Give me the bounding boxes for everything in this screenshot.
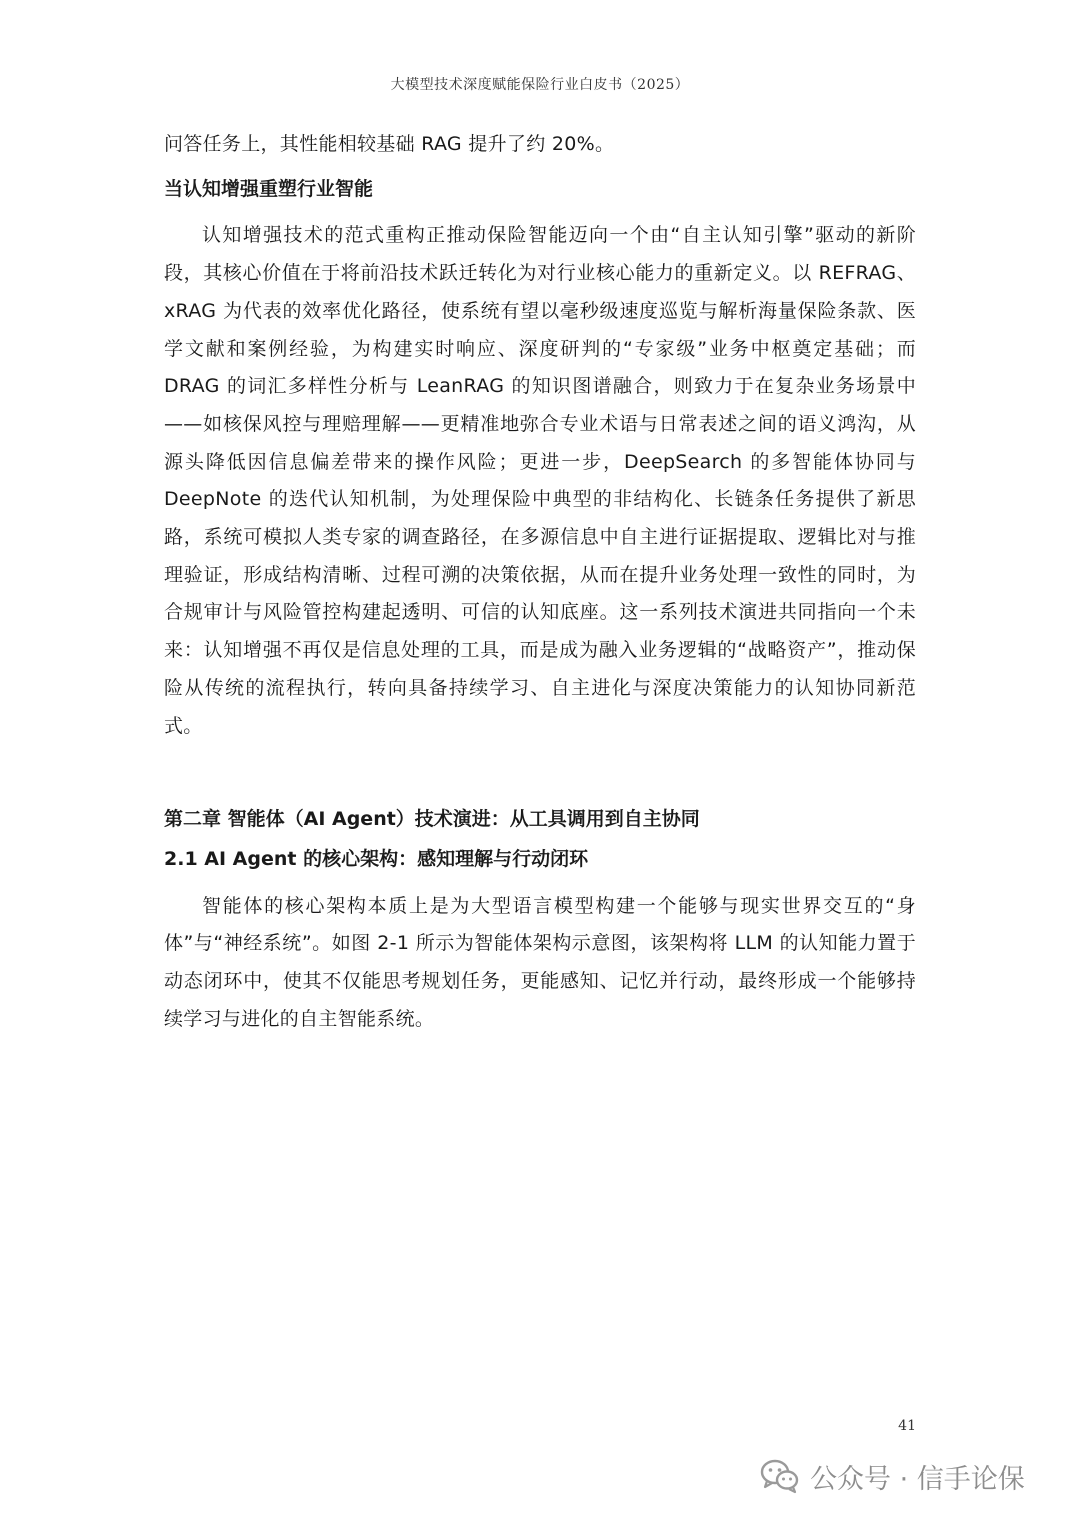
section-heading: 2.1 AI Agent 的核心架构：感知理解与行动闭环 bbox=[164, 847, 589, 870]
paragraph-cognitive: 认知增强技术的范式重构正推动保险智能迈向一个由“自主认知引擎”驱动的新阶段，其核心价值在于将前沿技术跃迁转化为对行业核心能力的重新定义。以 REFRAG、xRAG 为代表的效率优化路径，使系统有望以毫秒级速度巡览与解析海量保险条款、医学文献和案例经验，为构建实时响应、深度研判的“专家级”业务中枢奠定基础；而 DRAG 的词汇多样性分析与 LeanRAG 的知识图谱融合，则致力于在复杂业务场景中——如核保风控与理赔理解——更精准地弥合专业术语与日常表述之间的语义鸿沟，从源头降低因信息偏差带来的操作风险；更进一步，DeepSearch 的多智能体协同与 DeepNote 的迭代认知机制，为处理保险中典型的非结构化、长链条任务提供了新思路，系统可模拟人类专家的调查路径，在多源信息中自主进行证据提取、逻辑比对与推理验证，形成结构清晰、过程可溯的决策依据，从而在提升业务处理一致性的同时，为合规审计与风险管控构建起透明、可信的认知底座。这一系列技术演进共同指向一个未来：认知增强不再仅是信息处理的工具，而是成为融入业务逻辑的“战略资产”，推动保险从传统的流程执行，转向具备持续学习、自主进化与深度决策能力的认知协同新范式。 bbox=[164, 224, 916, 737]
subheading-cognitive: 当认知增强重塑行业智能 bbox=[164, 177, 374, 200]
page-body bbox=[164, 126, 916, 1038]
watermark bbox=[760, 1456, 1025, 1496]
paragraph-intro: 问答任务上，其性能相较基础 RAG 提升了约 20%。 bbox=[164, 133, 615, 155]
chapter-heading: 第二章 智能体（AI Agent）技术演进：从工具调用到自主协同 bbox=[164, 808, 700, 831]
running-header: 大模型技术深度赋能保险行业白皮书（2025） bbox=[390, 77, 690, 93]
wechat-icon bbox=[760, 1458, 800, 1494]
watermark-text: 公众号 · 信手论保 bbox=[810, 1463, 1025, 1495]
page-number: 41 bbox=[898, 1418, 916, 1434]
paragraph-agent: 智能体的核心架构本质上是为大型语言模型构建一个能够与现实世界交互的“身体”与“神经系统”。如图 2-1 所示为智能体架构示意图，该架构将 LLM 的认知能力置于动态闭环中，使其不仅能思考规划任务，更能感知、记忆并行动，最终形成一个能够持续学习与进化的自主智能系统。 bbox=[164, 894, 916, 1030]
